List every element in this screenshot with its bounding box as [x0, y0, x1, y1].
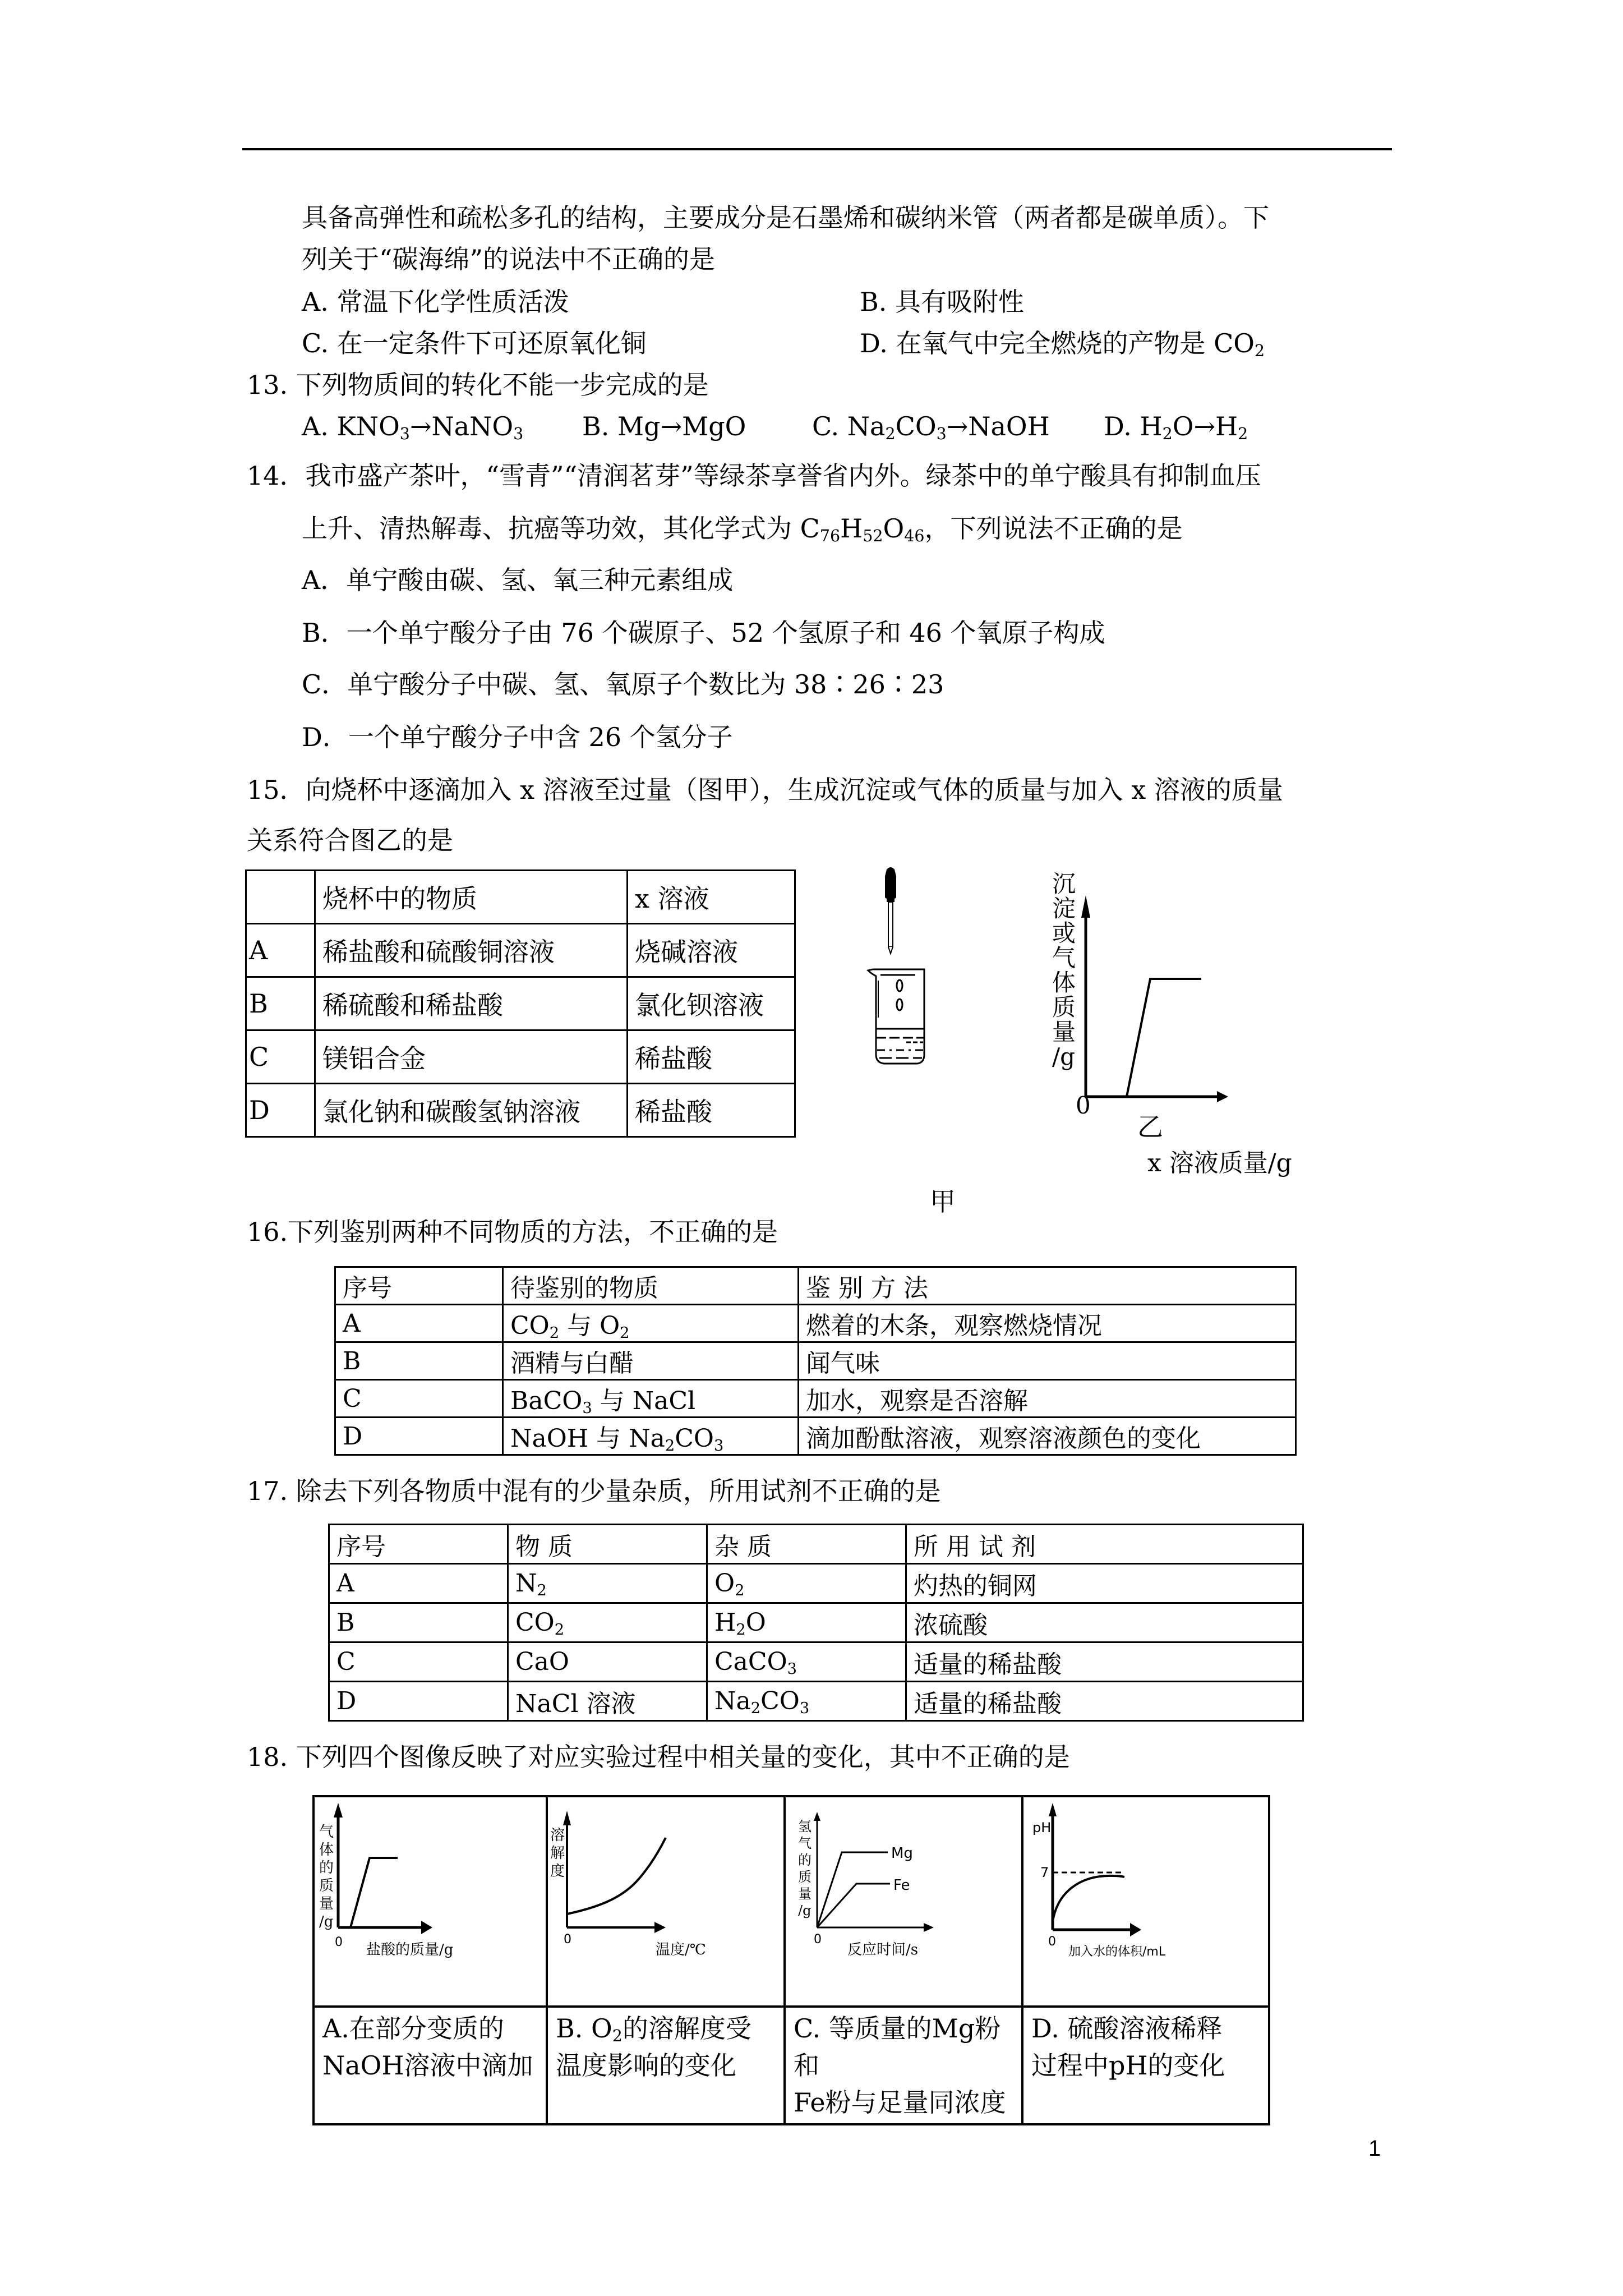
caption-line: D. 硫酸溶液稀释: [1031, 2013, 1223, 2044]
table-cell: D: [335, 1418, 503, 1455]
x-axis-label: 盐酸的质量/g: [366, 1941, 454, 1958]
y-axis-label-char: 量: [319, 1895, 334, 1912]
q18-stem: 18. 下列四个图像反映了对应实验过程中相关量的变化，其中不正确的是: [247, 1742, 1070, 1772]
y-axis-label-char: 氢: [798, 1819, 811, 1834]
text: B. O: [556, 2013, 612, 2044]
x-axis-label: 反应时间/s: [847, 1941, 919, 1958]
q12-option-c[interactable]: C. 在一定条件下可还原氧化铜: [302, 328, 647, 358]
y-axis-arrow-icon: [334, 1803, 343, 1818]
figure-yi-ylabel: [1052, 870, 1076, 1070]
table-cell: 闻气味: [799, 1342, 1296, 1380]
beaker-icon: [868, 969, 924, 1064]
q12-stem-line1: 具备高弹性和疏松多孔的结构，主要成分是石墨烯和碳纳米管（两者都是碳单质）。下: [302, 203, 1269, 233]
panel-d-chart: [1023, 1797, 1237, 1999]
q13-option-a[interactable]: [302, 409, 523, 443]
y-axis-label-char: 度: [550, 1863, 565, 1880]
figure-row: [313, 1796, 1269, 2007]
text: O: [714, 1569, 735, 1598]
y-axis-label-char: 的: [319, 1860, 334, 1876]
origin-label: 0: [1076, 1092, 1091, 1119]
q12-option-d-text: D. 在氧气中完全燃烧的产物是 CO: [860, 328, 1255, 358]
panel-c-chart: [786, 1797, 1021, 1999]
q13-option-d[interactable]: [1104, 409, 1248, 443]
y-axis-arrow-icon: [814, 1812, 820, 1821]
table-cell: 镁铝合金: [315, 1030, 628, 1084]
panel-a-ylabel: [319, 1824, 334, 1930]
y-axis-arrow-icon: [1049, 1803, 1057, 1816]
subscript: 2: [620, 1324, 630, 1342]
subscript: 3: [513, 425, 524, 444]
dropper-icon: [885, 867, 896, 954]
q17-table: [328, 1524, 1304, 1722]
table-row: [246, 924, 795, 977]
table-cell: C: [335, 1380, 503, 1418]
y-axis-label-char: 的: [798, 1852, 811, 1868]
caption-line: NaOH溶液中滴加: [322, 2050, 533, 2081]
q18-figure-table: [312, 1795, 1270, 2125]
text: O: [745, 1608, 766, 1637]
q15-stem-line1: 15．向烧杯中逐滴加入 x 溶液至过量（图甲），生成沉淀或气体的质量与加入 x 溶液的质量: [247, 775, 1283, 805]
table-cell: [707, 1603, 906, 1642]
table-header-cell: 烧杯中的物质: [315, 871, 628, 924]
origin-label: 0: [814, 1932, 822, 1947]
table-cell: [707, 1682, 906, 1721]
table-cell: A: [329, 1564, 508, 1603]
table-cell: 滴加酚酞溶液，观察溶液颜色的变化: [799, 1418, 1296, 1455]
text: CO: [895, 411, 937, 441]
q13-option-c[interactable]: [812, 409, 1050, 443]
table-row: [329, 1564, 1303, 1603]
table-row: [335, 1380, 1296, 1418]
q14-option-b[interactable]: B．一个单宁酸分子由 76 个碳原子、52 个氢原子和 46 个氧原子构成: [302, 618, 1105, 648]
text: CO: [510, 1312, 550, 1340]
table-cell: 灼热的铜网: [906, 1564, 1303, 1603]
table-cell: D: [329, 1682, 508, 1721]
table-cell: B: [335, 1342, 503, 1380]
table-cell: 稀盐酸和硫酸铜溶液: [315, 924, 628, 977]
y-axis-label-char: 或: [1052, 919, 1076, 947]
subscript: 2: [612, 2027, 623, 2046]
table-cell: NaCl 溶液: [508, 1682, 707, 1721]
text: CO: [675, 1424, 714, 1453]
x-axis-arrow-icon: [1130, 1923, 1141, 1936]
subscript: 2: [1255, 342, 1265, 361]
caption-line: 过程中pH的变化: [1031, 2050, 1225, 2081]
text: N: [515, 1569, 537, 1598]
y-axis-label-char: 量: [1052, 1018, 1076, 1046]
table-header-cell: 杂 质: [707, 1525, 906, 1564]
table-header-cell: 所 用 试 剂: [906, 1525, 1303, 1564]
panel-b-figure: [547, 1796, 785, 2007]
subscript: 2: [537, 1581, 547, 1599]
text: →NaNO: [409, 411, 514, 441]
panel-a-figure: [313, 1796, 547, 2007]
ph7-label: 7: [1040, 1865, 1049, 1880]
figure-yi-caption: 乙: [1137, 1112, 1163, 1142]
q14-option-d[interactable]: D．一个单宁酸分子中含 26 个氢分子: [302, 722, 733, 752]
text: 的溶解度受: [622, 2013, 751, 2044]
panel-d-caption[interactable]: [1022, 2007, 1269, 2124]
table-cell: 适量的稀盐酸: [906, 1682, 1303, 1721]
table-header-cell: [246, 871, 315, 924]
y-axis-label: pH: [1032, 1820, 1052, 1835]
q14-stem-line2: [302, 512, 1183, 545]
subscript: 3: [799, 1699, 810, 1717]
text: ，下列说法不正确的是: [924, 513, 1183, 544]
figure-yi-chart: [953, 864, 1402, 1234]
table-row: [335, 1305, 1296, 1342]
header-rule: [242, 148, 1392, 150]
text: CO: [760, 1687, 800, 1715]
text: D. H: [1104, 411, 1163, 441]
subscript: 3: [582, 1399, 592, 1417]
table-cell: [503, 1305, 799, 1342]
caption-line: 温度影响的变化: [556, 2050, 736, 2081]
table-cell: 氯化钠和碳酸氢钠溶液: [315, 1084, 628, 1137]
table-cell: 稀硫酸和稀盐酸: [315, 977, 628, 1030]
text: O→H: [1172, 411, 1238, 441]
table-header-cell: 序号: [335, 1267, 503, 1305]
text: CO: [515, 1608, 555, 1637]
table-cell: [503, 1380, 799, 1418]
table-cell: [508, 1603, 707, 1642]
panel-d-figure: [1022, 1796, 1269, 2007]
table-cell: 氯化钡溶液: [628, 977, 795, 1030]
table-cell: 稀盐酸: [628, 1084, 795, 1137]
table-row: [329, 1603, 1303, 1642]
y-axis-arrow-icon: [563, 1811, 571, 1825]
text: →NaOH: [946, 411, 1050, 441]
y-axis-label-char: 沉: [1052, 870, 1076, 898]
subscript: 3: [787, 1660, 797, 1678]
series-fe-line: [817, 1884, 890, 1927]
x-axis-arrow-icon: [654, 1922, 666, 1933]
y-axis-label-char: 解: [550, 1845, 565, 1862]
origin-label: 0: [1048, 1935, 1056, 1949]
table-row: [246, 977, 795, 1030]
x-axis-arrow-icon: [1217, 1091, 1228, 1102]
q13-option-b[interactable]: B. Mg→MgO: [582, 411, 746, 441]
q12-option-d[interactable]: [860, 326, 1265, 360]
subscript: 2: [736, 1621, 746, 1639]
y-axis-label-char: 质: [798, 1869, 811, 1885]
caption-line: Fe粉与足量同浓度: [794, 2087, 1006, 2118]
text: A. KNO: [302, 411, 400, 441]
panel-b-chart: [548, 1797, 783, 1999]
subscript: 2: [735, 1581, 745, 1599]
table-cell: 稀盐酸: [628, 1030, 795, 1084]
table-header-cell: 鉴 别 方 法: [799, 1267, 1296, 1305]
text: H: [714, 1608, 736, 1637]
table-row: [246, 1084, 795, 1137]
subscript: 52: [863, 527, 883, 546]
table-cell: [707, 1642, 906, 1682]
q14-option-c[interactable]: C．单宁酸分子中碳、氢、氧原子个数比为 38∶26∶23: [302, 669, 944, 700]
y-axis-label-char: /g: [1052, 1043, 1076, 1070]
origin-label: 0: [564, 1932, 571, 1947]
table-cell: A: [335, 1305, 503, 1342]
table-cell: A: [246, 924, 315, 977]
table-cell: 加水，观察是否溶解: [799, 1380, 1296, 1418]
table-cell: [707, 1564, 906, 1603]
legend-fe: Fe: [893, 1877, 910, 1894]
ph-curve: [1053, 1876, 1124, 1922]
caption-line: [556, 2010, 776, 2047]
subscript: 2: [885, 425, 896, 444]
table-cell: 酒精与白醋: [503, 1342, 799, 1380]
x-axis-arrow-icon: [924, 1923, 934, 1932]
table-header-cell: 物 质: [508, 1525, 707, 1564]
text: Na: [714, 1687, 751, 1715]
table-cell: 适量的稀盐酸: [906, 1642, 1303, 1682]
legend-mg: Mg: [891, 1845, 913, 1862]
subscript: 2: [554, 1621, 565, 1639]
table-header-row: [329, 1525, 1303, 1564]
table-cell: B: [246, 977, 315, 1030]
subscript: 46: [904, 527, 925, 546]
table-row: [246, 1030, 795, 1084]
subscript: 2: [1238, 425, 1248, 444]
caption-line: A.在部分变质的: [322, 2013, 504, 2044]
q12-option-b[interactable]: B. 具有吸附性: [860, 287, 1025, 317]
table-cell: 烧碱溶液: [628, 924, 795, 977]
table-cell: CaO: [508, 1642, 707, 1682]
y-axis-arrow-icon: [1081, 895, 1090, 918]
panel-a-caption[interactable]: [313, 2007, 547, 2124]
panel-c-figure: [785, 1796, 1022, 2007]
subscript: 3: [399, 425, 410, 444]
y-axis-label-char: 气: [1052, 944, 1076, 972]
table-cell: 燃着的木条，观察燃烧情况: [799, 1305, 1296, 1342]
table-cell: 浓硫酸: [906, 1603, 1303, 1642]
panel-b-ylabel: [550, 1827, 565, 1880]
subscript: 2: [549, 1324, 560, 1342]
y-axis-label-char: /g: [798, 1903, 811, 1918]
x-axis-label: 加入水的体积/mL: [1068, 1945, 1166, 1959]
table-cell: [508, 1564, 707, 1603]
figure-jia-caption: 甲: [930, 1186, 956, 1217]
x-axis-arrow-icon: [421, 1921, 432, 1934]
q14-option-a[interactable]: A．单宁酸由碳、氢、氧三种元素组成: [302, 565, 734, 595]
y-axis-label-char: 质: [1052, 993, 1076, 1021]
table-row: [335, 1418, 1296, 1455]
panel-c-ylabel: [798, 1819, 811, 1918]
q16-table: [334, 1266, 1297, 1456]
text: NaOH 与 Na: [510, 1424, 665, 1453]
series-line: [1127, 979, 1201, 1097]
panel-a-chart: [315, 1797, 546, 1999]
table-header-row: [246, 871, 795, 924]
table-header-cell: x 溶液: [628, 871, 795, 924]
text: H: [840, 513, 863, 544]
subscript: 3: [936, 425, 947, 444]
x-axis-label: x 溶液质量/g: [1147, 1149, 1292, 1177]
table-cell: [503, 1418, 799, 1455]
subscript: 2: [750, 1699, 761, 1717]
table-cell: D: [246, 1084, 315, 1137]
table-header-row: [335, 1267, 1296, 1305]
table-row: [329, 1642, 1303, 1682]
x-axis-label: 温度/℃: [656, 1941, 706, 1958]
table-cell: C: [246, 1030, 315, 1084]
text: CaCO: [714, 1648, 787, 1676]
caption-row: [313, 2007, 1269, 2124]
q16-stem: 16.下列鉴别两种不同物质的方法，不正确的是: [247, 1217, 778, 1247]
origin-label: 0: [335, 1935, 343, 1949]
page-number: 1: [1368, 2136, 1381, 2161]
caption-line: C. 等质量的Mg粉和: [794, 2013, 1001, 2081]
text: O: [883, 513, 905, 544]
table-cell: B: [329, 1603, 508, 1642]
q13-stem: 13. 下列物质间的转化不能一步完成的是: [247, 370, 709, 400]
y-axis-label-char: 体: [1052, 969, 1076, 996]
panel-c-caption[interactable]: [785, 2007, 1022, 2124]
q15-table: [245, 869, 796, 1138]
text: 上升、清热解毒、抗癌等功效，其化学式为 C: [302, 513, 820, 544]
text: BaCO: [510, 1387, 583, 1415]
y-axis-label-char: 质: [319, 1878, 334, 1894]
subscript: 76: [819, 527, 841, 546]
text: 与 O: [559, 1312, 620, 1340]
y-axis-label-char: /g: [319, 1913, 334, 1930]
q17-stem: 17. 除去下列各物质中混有的少量杂质，所用试剂不正确的是: [247, 1476, 941, 1506]
table-cell: C: [329, 1642, 508, 1682]
table-header-cell: 待鉴别的物质: [503, 1267, 799, 1305]
y-axis-label-char: 体: [319, 1842, 334, 1858]
q12-stem-line2: 列关于“碳海绵”的说法中不正确的是: [302, 244, 716, 274]
y-axis-label-char: 量: [798, 1886, 811, 1902]
y-axis-label-char: 溶: [550, 1827, 565, 1844]
text: 与 NaCl: [592, 1387, 696, 1415]
subscript: 3: [714, 1437, 724, 1455]
table-row: [335, 1342, 1296, 1380]
text: C. Na: [812, 411, 886, 441]
subscript: 2: [1162, 425, 1173, 444]
series-line: [351, 1858, 398, 1927]
y-axis-label-char: 气: [798, 1835, 811, 1851]
q12-option-a[interactable]: A. 常温下化学性质活泼: [302, 287, 569, 317]
q14-stem-line1: 14．我市盛产茶叶，“雪青”“清润茗芽”等绿茶享誉省内外。绿茶中的单宁酸具有抑制血压: [247, 461, 1261, 491]
table-header-cell: 序号: [329, 1525, 508, 1564]
figure-jia-beaker: [852, 864, 953, 1156]
subscript: 2: [665, 1437, 675, 1455]
solubility-curve: [567, 1838, 666, 1914]
y-axis-label-char: 淀: [1052, 895, 1076, 922]
table-row: [329, 1682, 1303, 1721]
y-axis-label-char: 气: [319, 1824, 334, 1841]
panel-b-caption[interactable]: [547, 2007, 785, 2124]
q15-stem-line2: 关系符合图乙的是: [247, 825, 453, 855]
